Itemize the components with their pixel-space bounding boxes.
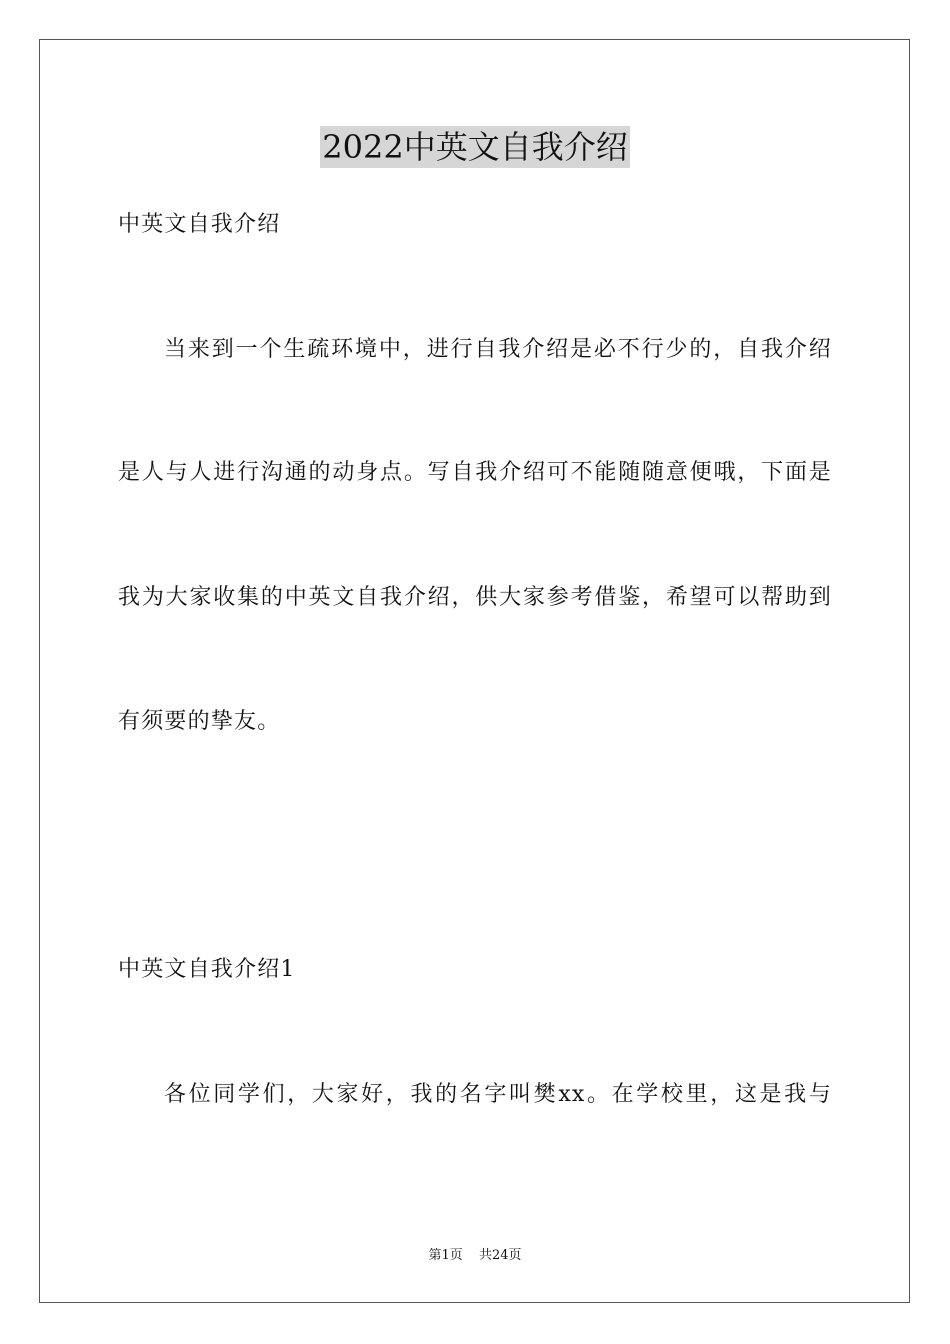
document-title: 2022中英文自我介绍: [322, 128, 628, 166]
page-number: 第1页: [428, 1248, 463, 1263]
page-total: 共24页: [478, 1248, 522, 1263]
section-heading: 中英文自我介绍: [118, 212, 281, 237]
section-heading: 中英文自我介绍1: [118, 957, 296, 982]
paragraph-line: 各位同学们，大家好，我的名字叫樊xx。在学校里，这是我与: [164, 1082, 832, 1107]
paragraph-line: 我为大家收集的中英文自我介绍，供大家参考借鉴，希望可以帮助到: [118, 585, 832, 610]
page-footer: [0, 1247, 950, 1265]
paragraph-line: 当来到一个生疏环境中，进行自我介绍是必不行少的，自我介绍: [164, 337, 832, 362]
paragraph-line: 是人与人进行沟通的动身点。写自我介绍可不能随随意便哦，下面是: [118, 460, 832, 485]
title-container: [0, 126, 950, 168]
paragraph-line: 有须要的挚友。: [118, 709, 281, 734]
